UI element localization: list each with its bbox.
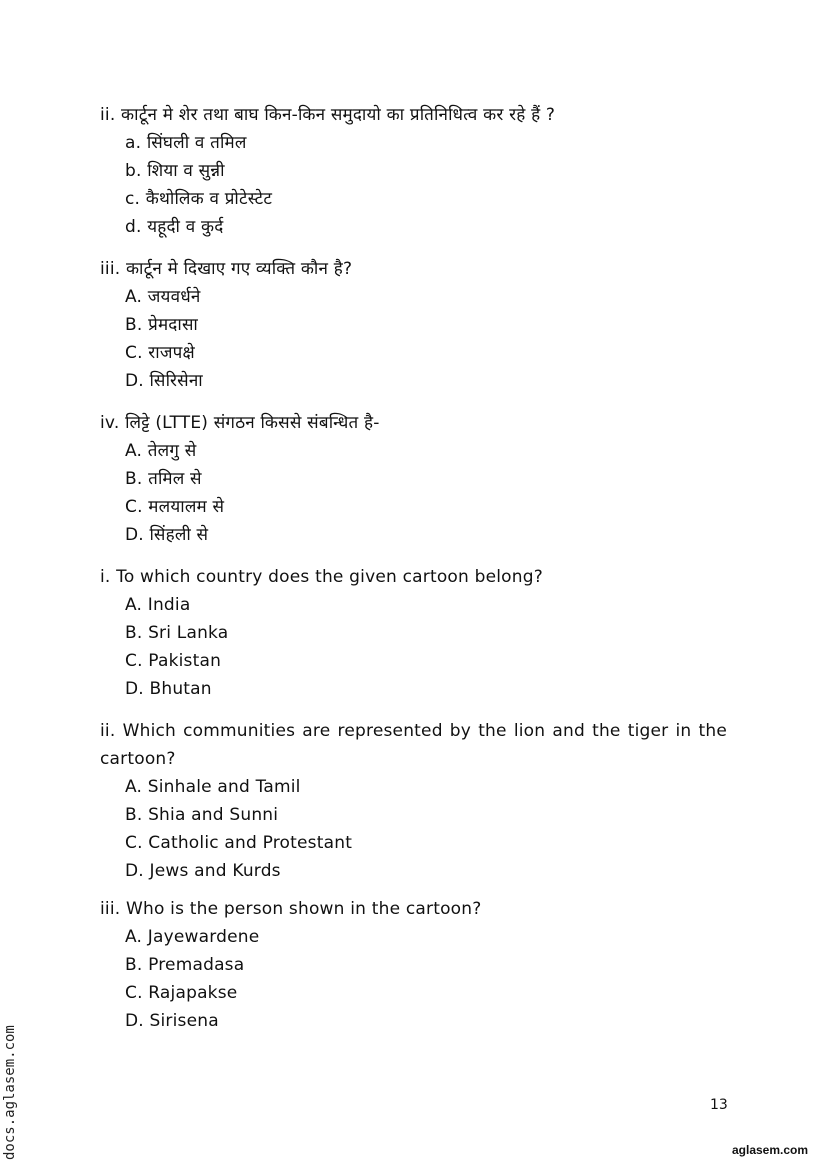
question-hi-3: iii. कार्टून मे दिखाए गए व्यक्ति कौन है?	[100, 259, 353, 279]
question-en-1: i. To which country does the given cartoon belong?	[100, 567, 543, 587]
option-hi-3-a: A. जयवर्धने	[125, 287, 201, 307]
option-hi-4-a: A. तेलगु से	[125, 441, 197, 461]
option-en-2-c: C. Catholic and Protestant	[125, 833, 353, 853]
question-en-2: ii. Which communities are represented by the lion and the tiger in the cartoon?	[100, 721, 727, 769]
option-en-1-c: C. Pakistan	[125, 651, 222, 671]
option-hi-2-d: d. यहूदी व कुर्द	[125, 217, 224, 237]
question-hi-2: ii. कार्टून मे शेर तथा बाघ किन-किन समुदायो का प्रतिनिधित्व कर रहे हैं ?	[100, 105, 556, 125]
option-en-1-b: B. Sri Lanka	[125, 623, 229, 643]
option-en-2-b: B. Shia and Sunni	[125, 805, 279, 825]
option-hi-3-d: D. सिरिसेना	[125, 371, 203, 391]
question-en-3: iii. Who is the person shown in the cartoon?	[100, 899, 482, 919]
question-hi-4: iv. लिट्टे (LTTE) संगठन किससे संबन्धित है-	[100, 413, 380, 433]
option-en-1-d: D. Bhutan	[125, 679, 212, 699]
option-hi-4-b: B. तमिल से	[125, 469, 202, 489]
side-watermark: docs.aglasem.com	[2, 1025, 18, 1160]
option-hi-3-b: B. प्रेमदासा	[125, 315, 199, 335]
option-en-3-d: D. Sirisena	[125, 1011, 219, 1031]
option-hi-2-a: a. सिंघली व तमिल	[125, 133, 247, 153]
option-en-2-d: D. Jews and Kurds	[125, 861, 281, 881]
option-en-2-a: A. Sinhale and Tamil	[125, 777, 301, 797]
option-hi-4-d: D. सिंहली से	[125, 525, 209, 545]
option-en-1-a: A. India	[125, 595, 191, 615]
option-hi-3-c: C. राजपक्षे	[125, 343, 195, 363]
option-en-3-a: A. Jayewardene	[125, 927, 260, 947]
option-en-3-c: C. Rajapakse	[125, 983, 238, 1003]
footer-brand: aglasem.com	[732, 1143, 809, 1157]
option-hi-2-c: c. कैथोलिक व प्रोटेस्टेट	[125, 189, 273, 209]
option-hi-2-b: b. शिया व सुन्नी	[125, 161, 225, 181]
page-number: 13	[710, 1097, 728, 1113]
option-en-3-b: B. Premadasa	[125, 955, 245, 975]
option-hi-4-c: C. मलयालम से	[125, 497, 225, 517]
